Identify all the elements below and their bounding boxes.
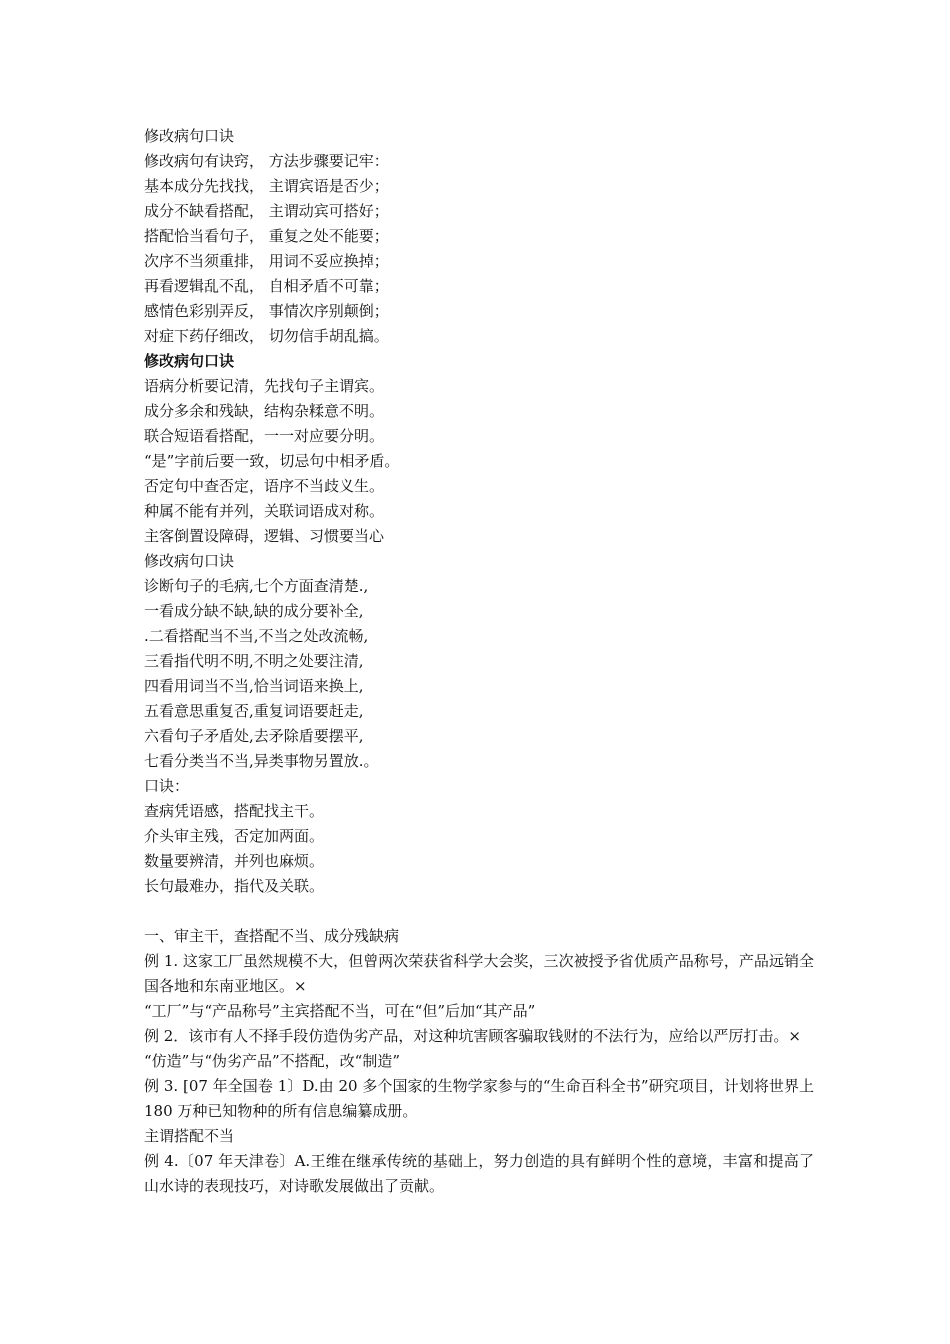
rhyme-line: 再看逻辑乱不乱， 自相矛盾不可靠； <box>144 277 389 295</box>
rhyme-line: 长句最难办，指代及关联。 <box>144 877 325 895</box>
example-1: 例 1. 这家工厂虽然规模不大，但曾两次荣获省科学大会奖，三次被授予省优质产品称号，产品远销全国各地和东南亚地区。× <box>144 952 814 995</box>
section4-title: 口诀： <box>144 777 190 795</box>
example-1-note: “工厂”与“产品称号”主宾搭配不当，可在“但”后加“其产品” <box>144 1002 536 1020</box>
example-2-note: “仿造”与“伪劣产品”不搭配，改“制造” <box>144 1052 401 1070</box>
rhyme-line: 种属不能有并列，关联词语成对称。 <box>144 502 385 520</box>
rhyme-line: 一看成分缺不缺,缺的成分要补全, <box>144 602 364 620</box>
section5-heading: 一、审主干，查搭配不当、成分残缺病 <box>144 927 400 945</box>
example-3: 例 3. [07 年全国卷 1〕D.由 20 多个国家的生物学家参与的“生命百科全书”研究项目，计划将世界上 180 万种已知物种的所有信息编纂成册。 <box>144 1077 814 1120</box>
example-3-note: 主谓搭配不当 <box>144 1127 235 1145</box>
rhyme-line: 主客倒置设障碍，逻辑、习惯要当心 <box>144 527 385 545</box>
rhyme-line: 否定句中查否定，语序不当歧义生。 <box>144 477 385 495</box>
section2-title: 修改病句口诀 <box>144 352 235 370</box>
rhyme-line: 语病分析要记清，先找句子主谓宾。 <box>144 377 385 395</box>
example-4: 例 4.〔07 年天津卷〕A.王维在继承传统的基础上，努力创造的具有鲜明个性的意境，丰富和提高了山水诗的表现技巧，对诗歌发展做出了贡献。 <box>144 1152 814 1195</box>
rhyme-line: 对症下药仔细改， 切勿信手胡乱搞。 <box>144 327 389 345</box>
rhyme-line: 三看指代明不明,不明之处要注清, <box>144 652 364 670</box>
rhyme-line: 数量要辨清，并列也麻烦。 <box>144 852 325 870</box>
rhyme-line: 联合短语看搭配，一一对应要分明。 <box>144 427 385 445</box>
rhyme-line: 成分不缺看搭配， 主谓动宾可搭好； <box>144 202 389 220</box>
rhyme-line: 成分多余和残缺，结构杂糅意不明。 <box>144 402 385 420</box>
rhyme-line: 诊断句子的毛病,七个方面查清楚., <box>144 577 369 595</box>
example-2: 例 2．该市有人不择手段仿造伪劣产品，对这种坑害顾客骗取钱财的不法行为，应给以严厉打击。× <box>144 1027 801 1045</box>
rhyme-line: 次序不当须重排， 用词不妥应换掉； <box>144 252 389 270</box>
rhyme-line: 五看意思重复否,重复词语要赶走, <box>144 702 364 720</box>
rhyme-line: 七看分类当不当,异类事物另置放.。 <box>144 752 379 770</box>
rhyme-line: 六看句子矛盾处,去矛除盾要摆平, <box>144 727 364 745</box>
rhyme-line: 查病凭语感，搭配找主干。 <box>144 802 325 820</box>
section1-title: 修改病句口诀 <box>144 127 235 145</box>
rhyme-line: 基本成分先找找， 主谓宾语是否少； <box>144 177 389 195</box>
rhyme-line: 感情色彩别弄反， 事情次序别颠倒； <box>144 302 389 320</box>
rhyme-line: “是”字前后要一致，切忌句中相矛盾。 <box>144 452 400 470</box>
rhyme-line: 四看用词当不当,恰当词语来换上, <box>144 677 364 695</box>
rhyme-line: 介头审主残，否定加两面。 <box>144 827 325 845</box>
rhyme-line: .二看搭配当不当,不当之处改流畅, <box>144 627 369 645</box>
section3-title: 修改病句口诀 <box>144 552 235 570</box>
blank-line <box>144 899 814 924</box>
rhyme-line: 修改病句有诀窍， 方法步骤要记牢： <box>144 152 389 170</box>
document-body <box>144 124 814 1199</box>
rhyme-line: 搭配恰当看句子， 重复之处不能要； <box>144 227 389 245</box>
